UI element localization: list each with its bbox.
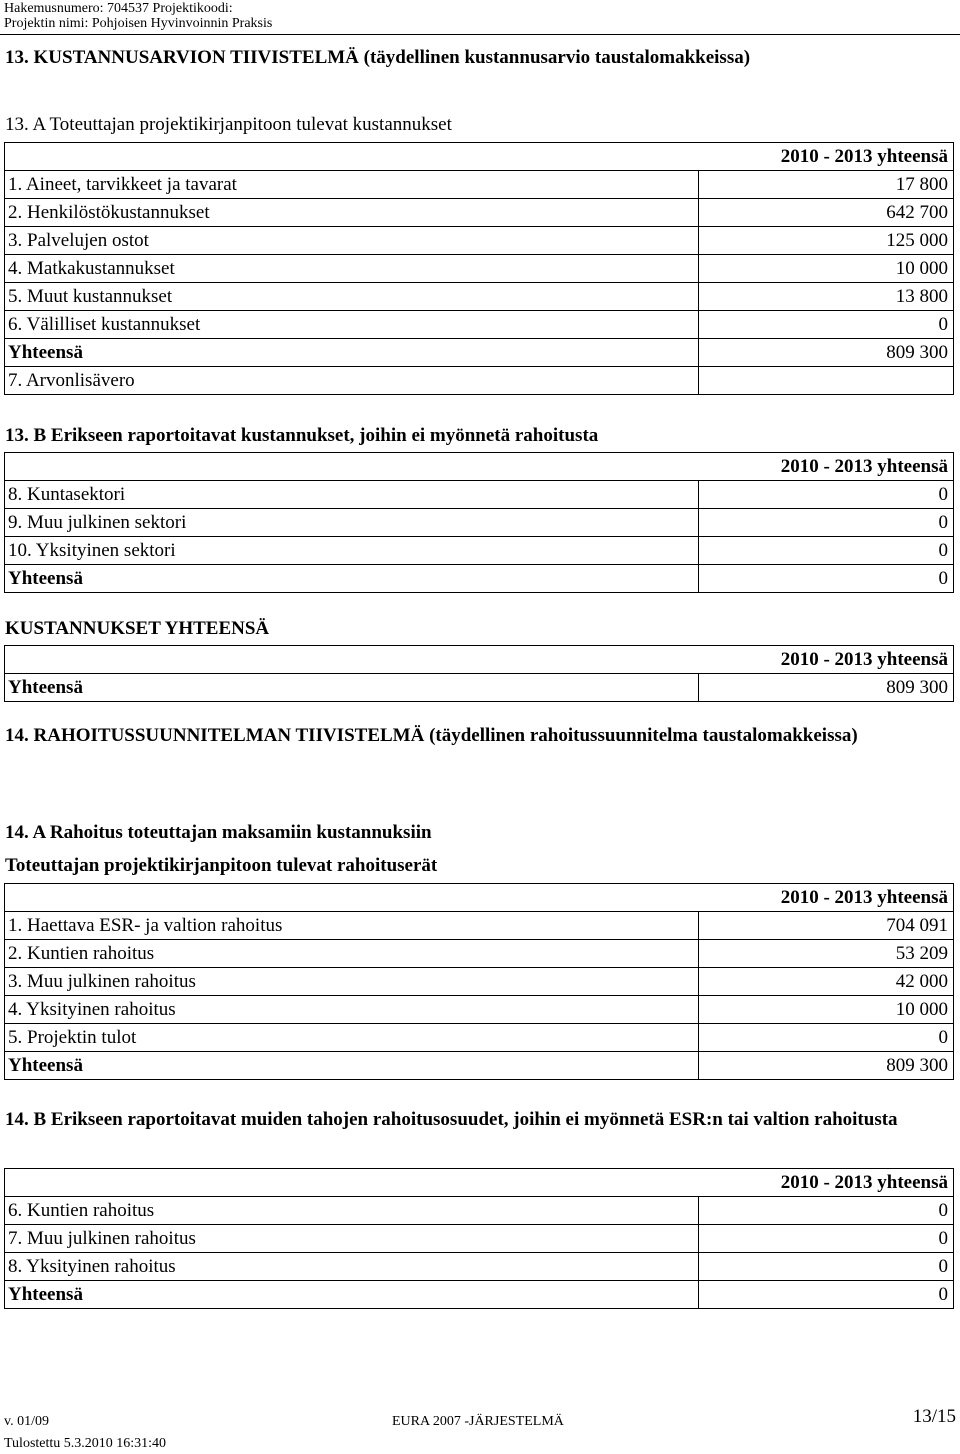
funding-table-14a <box>4 883 954 1080</box>
total-label: Yhteensä <box>5 339 699 367</box>
cost-table-total <box>4 645 954 702</box>
table-row <box>5 509 954 537</box>
vat-value <box>699 367 954 395</box>
row-value: 53 209 <box>699 940 954 968</box>
section-14a-title: 14. A Rahoitus toteuttajan maksamiin kustannuksiin <box>5 822 432 843</box>
row-label: 5. Muut kustannukset <box>5 283 699 311</box>
table-row <box>5 481 954 509</box>
table-header-row <box>5 453 954 481</box>
section-14b-title: 14. B Erikseen raportoitavat muiden tahojen rahoitusosuudet, joihin ei myönnetä ESR:n tai valtion rahoitusta <box>5 1109 898 1130</box>
row-value: 42 000 <box>699 968 954 996</box>
document-header <box>4 1 272 31</box>
total-value: 809 300 <box>699 339 954 367</box>
row-value: 0 <box>699 311 954 339</box>
row-label: 6. Kuntien rahoitus <box>5 1197 699 1225</box>
row-label: 2. Kuntien rahoitus <box>5 940 699 968</box>
row-value: 10 000 <box>699 255 954 283</box>
row-label: 6. Välilliset kustannukset <box>5 311 699 339</box>
row-label: 10. Yksityinen sektori <box>5 537 699 565</box>
table-row <box>5 1197 954 1225</box>
total-row <box>5 339 954 367</box>
section-14a-subtitle: Toteuttajan projektikirjanpitoon tulevat rahoituserät <box>5 855 438 876</box>
table-row <box>5 1024 954 1052</box>
column-header-period: 2010 - 2013 yhteensä <box>5 453 954 481</box>
total-row <box>5 565 954 593</box>
row-label: 8. Kuntasektori <box>5 481 699 509</box>
row-value: 0 <box>699 509 954 537</box>
row-value: 125 000 <box>699 227 954 255</box>
section-13-title: 13. KUSTANNUSARVION TIIVISTELMÄ (täydellinen kustannusarvio taustalomakkeissa) <box>5 47 751 68</box>
footer-system: EURA 2007 -JÄRJESTELMÄ <box>392 1414 564 1429</box>
row-label: 1. Aineet, tarvikkeet ja tavarat <box>5 171 699 199</box>
row-value: 10 000 <box>699 996 954 1024</box>
row-label: 9. Muu julkinen sektori <box>5 509 699 537</box>
row-label: 3. Palvelujen ostot <box>5 227 699 255</box>
table-header-row <box>5 884 954 912</box>
row-label: 8. Yksityinen rahoitus <box>5 1253 699 1281</box>
funding-table-14b <box>4 1168 954 1309</box>
table-row <box>5 311 954 339</box>
vat-row <box>5 367 954 395</box>
row-label: 1. Haettava ESR- ja valtion rahoitus <box>5 912 699 940</box>
row-value: 0 <box>699 1253 954 1281</box>
column-header-period: 2010 - 2013 yhteensä <box>5 143 954 171</box>
row-value: 642 700 <box>699 199 954 227</box>
row-value: 0 <box>699 481 954 509</box>
row-label: 7. Muu julkinen rahoitus <box>5 1225 699 1253</box>
table-header-row <box>5 646 954 674</box>
total-label: Yhteensä <box>5 1281 699 1309</box>
column-header-period: 2010 - 2013 yhteensä <box>5 1169 954 1197</box>
total-value: 809 300 <box>699 674 954 702</box>
table-row <box>5 283 954 311</box>
row-label: 4. Yksityinen rahoitus <box>5 996 699 1024</box>
total-row <box>5 1052 954 1080</box>
table-row <box>5 940 954 968</box>
row-label: 2. Henkilöstökustannukset <box>5 199 699 227</box>
table-header-row <box>5 143 954 171</box>
section-14-title: 14. RAHOITUSSUUNNITELMAN TIIVISTELMÄ (täydellinen rahoitussuunnitelma taustalomakkeissa) <box>5 725 858 746</box>
row-value: 0 <box>699 1024 954 1052</box>
cost-table-13a <box>4 142 954 395</box>
table-row <box>5 1225 954 1253</box>
table-row <box>5 255 954 283</box>
section-13a-title: 13. A Toteuttajan projektikirjanpitoon tulevat kustannukset <box>5 114 452 135</box>
table-header-row <box>5 1169 954 1197</box>
row-value: 0 <box>699 1225 954 1253</box>
cost-table-13b <box>4 452 954 593</box>
row-label: 3. Muu julkinen rahoitus <box>5 968 699 996</box>
row-value: 17 800 <box>699 171 954 199</box>
row-value: 13 800 <box>699 283 954 311</box>
footer-version: v. 01/09 <box>4 1414 49 1429</box>
table-row <box>5 912 954 940</box>
row-value: 0 <box>699 1197 954 1225</box>
project-name: Projektin nimi: Pohjoisen Hyvinvoinnin Praksis <box>4 16 273 31</box>
column-header-period: 2010 - 2013 yhteensä <box>5 646 954 674</box>
header-divider <box>0 34 960 35</box>
table-row <box>5 171 954 199</box>
footer-print-timestamp: Tulostettu 5.3.2010 16:31:40 <box>4 1436 167 1451</box>
table-row <box>5 537 954 565</box>
column-header-period: 2010 - 2013 yhteensä <box>5 884 954 912</box>
total-row <box>5 674 954 702</box>
row-label: 4. Matkakustannukset <box>5 255 699 283</box>
total-value: 0 <box>699 565 954 593</box>
total-label: Yhteensä <box>5 674 699 702</box>
table-row <box>5 227 954 255</box>
footer-page-number: 13/15 <box>912 1406 956 1427</box>
total-value: 809 300 <box>699 1052 954 1080</box>
table-row <box>5 199 954 227</box>
table-row <box>5 968 954 996</box>
total-costs-title: KUSTANNUKSET YHTEENSÄ <box>5 618 270 639</box>
application-number: Hakemusnumero: 704537 Projektikoodi: <box>4 1 233 16</box>
row-label: 5. Projektin tulot <box>5 1024 699 1052</box>
total-label: Yhteensä <box>5 565 699 593</box>
section-13b-title: 13. B Erikseen raportoitavat kustannukset, joihin ei myönnetä rahoitusta <box>5 425 599 446</box>
total-label: Yhteensä <box>5 1052 699 1080</box>
table-row <box>5 996 954 1024</box>
vat-label: 7. Arvonlisävero <box>5 367 699 395</box>
total-value: 0 <box>699 1281 954 1309</box>
row-value: 0 <box>699 537 954 565</box>
row-value: 704 091 <box>699 912 954 940</box>
total-row <box>5 1281 954 1309</box>
table-row <box>5 1253 954 1281</box>
